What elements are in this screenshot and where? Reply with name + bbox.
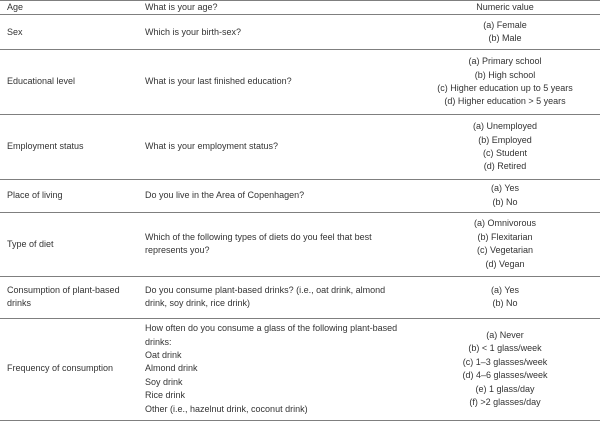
options-cell xyxy=(414,277,600,319)
answer-option: (d) Retired xyxy=(483,161,527,172)
question-line: What is your employment status? xyxy=(145,141,279,152)
question-line: Which of the following types of diets do you feel that best xyxy=(145,231,372,242)
question-line: Almond drink xyxy=(145,363,198,374)
answer-option: (b) High school xyxy=(474,69,536,80)
variable-cell: Type of diet xyxy=(0,213,138,277)
table-row xyxy=(0,115,600,180)
question-line: drink, soy drink, rice drink) xyxy=(145,298,251,309)
answer-option: (b) < 1 glass/week xyxy=(468,343,542,354)
survey-table-body xyxy=(0,1,600,421)
question-line: Other (i.e., hazelnut drink, coconut drink) xyxy=(145,403,308,414)
variable-cell: Frequency of consumption xyxy=(0,319,138,421)
answer-option: (a) Female xyxy=(483,20,527,30)
question-line: What is your last finished education? xyxy=(145,76,292,87)
answer-option: (a) Unemployed xyxy=(472,121,538,132)
question-cell xyxy=(138,277,414,319)
table-row xyxy=(0,15,600,50)
answer-option: (a) Yes xyxy=(490,284,520,295)
answer-option: (b) Flexitarian xyxy=(477,231,533,242)
answer-option: (d) Higher education > 5 years xyxy=(444,96,566,107)
question-cell xyxy=(138,180,414,213)
answer-option: (c) 1–3 glasses/week xyxy=(462,356,548,367)
variable-cell: Employment status xyxy=(0,115,138,180)
answer-option: (c) Vegetarian xyxy=(476,245,534,256)
question-line: represents you? xyxy=(145,245,210,256)
question-cell xyxy=(138,15,414,50)
options-cell xyxy=(414,115,600,180)
question-cell xyxy=(138,115,414,180)
answer-option: (f) >2 glasses/day xyxy=(469,396,541,407)
question-line: Do you consume plant-based drinks? (i.e., oat drink, almond xyxy=(145,284,386,295)
variable-cell: Sex xyxy=(0,15,138,50)
options-cell xyxy=(414,319,600,421)
question-line: Which is your birth-sex? xyxy=(145,26,242,37)
question-line: Soy drink xyxy=(145,376,183,387)
variable-cell: Age xyxy=(0,1,138,15)
answer-option: (c) Higher education up to 5 years xyxy=(437,82,573,93)
answer-option: (e) 1 glass/day xyxy=(475,383,535,394)
table-row xyxy=(0,50,600,115)
options-cell xyxy=(414,50,600,115)
question-line: Do you live in the Area of Copenhagen? xyxy=(145,190,305,201)
question-line: drinks: xyxy=(145,336,172,347)
table-row xyxy=(0,180,600,213)
question-cell xyxy=(138,319,414,421)
answer-option: (b) Employed xyxy=(478,134,532,145)
question-line: Rice drink xyxy=(145,390,186,401)
question-line: How often do you consume a glass of the following plant-based xyxy=(145,323,398,334)
table-row xyxy=(0,213,600,277)
variable-cell: Consumption of plant-based drinks xyxy=(0,277,138,319)
question-line: Oat drink xyxy=(145,350,182,361)
question-cell: What is your age? xyxy=(138,1,414,15)
answer-option: (a) Never xyxy=(486,329,524,340)
question-cell xyxy=(138,50,414,115)
question-cell xyxy=(138,213,414,277)
table-row xyxy=(0,277,600,319)
answer-option: (b) No xyxy=(492,298,518,309)
answer-option: (a) Primary school xyxy=(468,56,542,67)
table-row-age xyxy=(0,1,600,15)
variable-cell: Educational level xyxy=(0,50,138,115)
answer-option: (b) No xyxy=(492,196,518,207)
answer-option: (b) Male xyxy=(488,33,522,44)
options-cell xyxy=(414,213,600,277)
table-row xyxy=(0,319,600,421)
answer-option: (a) Omnivorous xyxy=(473,218,536,229)
answer-option: (d) 4–6 glasses/week xyxy=(462,370,548,381)
options-cell xyxy=(414,180,600,213)
value-cell: Numeric value xyxy=(414,1,600,15)
options-cell xyxy=(414,15,600,50)
answer-option: (c) Student xyxy=(482,147,528,158)
variable-cell: Place of living xyxy=(0,180,138,213)
answer-option: (d) Vegan xyxy=(485,258,525,269)
answer-option: (a) Yes xyxy=(490,183,520,194)
